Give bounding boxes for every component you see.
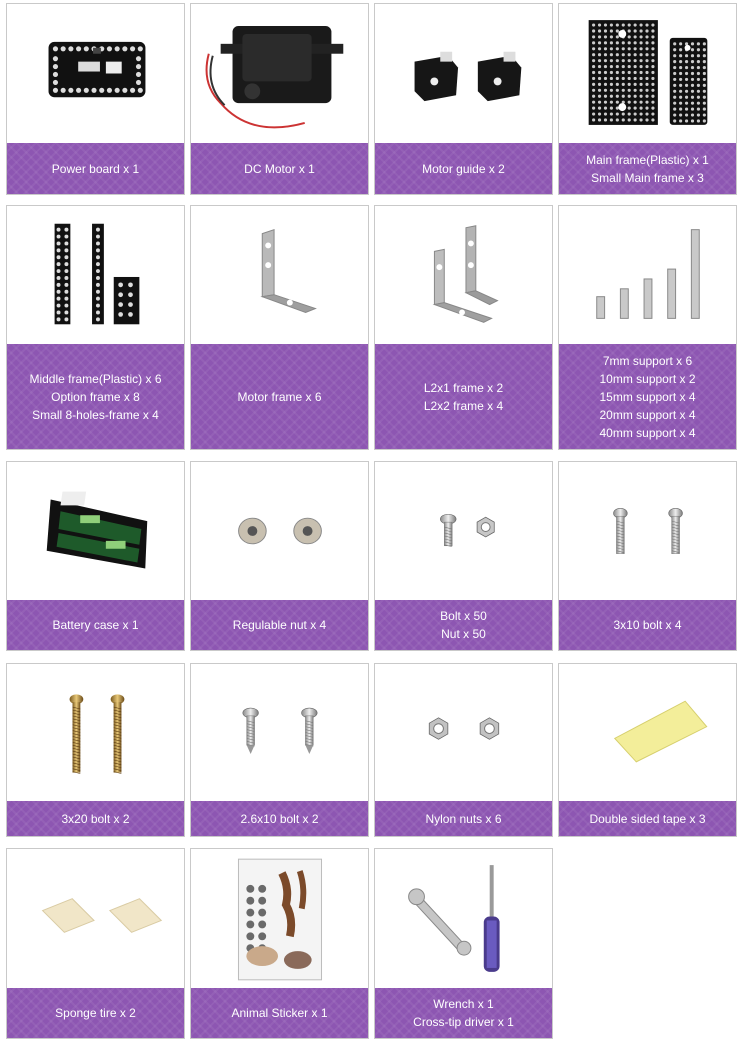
part-card-animal-sticker — [190, 848, 369, 1039]
part-caption-line: Nut x 50 — [441, 627, 486, 641]
part-card-nylon-nuts — [374, 663, 553, 837]
part-caption — [559, 600, 736, 650]
part-caption-line: Option frame x 8 — [51, 389, 140, 404]
regulable-nut-icon — [191, 462, 368, 600]
power-board-icon — [7, 4, 184, 143]
nylon-nut-icon — [375, 664, 552, 801]
bolt-3x10-icon — [559, 462, 736, 600]
part-caption — [191, 801, 368, 836]
part-caption — [559, 801, 736, 836]
part-caption — [375, 143, 552, 194]
part-caption — [7, 143, 184, 194]
part-caption — [191, 143, 368, 194]
part-caption — [375, 988, 552, 1038]
bolt-2-6x10-icon — [191, 664, 368, 801]
support-icon — [559, 206, 736, 344]
part-caption-line: L2x1 frame x 2 — [423, 380, 504, 395]
part-card-main-frame — [558, 3, 737, 195]
sticker-icon — [191, 849, 368, 988]
middle-frame-icon — [7, 206, 184, 344]
part-card-power-board — [6, 3, 185, 195]
part-caption-line: Animal Sticker x 1 — [231, 1006, 328, 1020]
part-caption-line: 7mm support x 6 — [602, 353, 693, 368]
part-card-bolt-3x20 — [6, 663, 185, 837]
part-caption-line: Nylon nuts x 6 — [425, 811, 502, 826]
part-card-double-sided-tape — [558, 663, 737, 837]
l-frame-icon — [375, 206, 552, 344]
part-card-motor-frame — [190, 205, 369, 450]
part-caption-line: Small Main frame x 3 — [591, 170, 704, 185]
motor-frame-icon — [191, 206, 368, 344]
part-caption-line: 15mm support x 4 — [599, 389, 696, 404]
part-card-dc-motor — [190, 3, 369, 195]
part-caption-line: Double sided tape x 3 — [589, 811, 706, 826]
motor-guide-icon — [375, 4, 552, 143]
wrench-driver-icon — [375, 849, 552, 988]
part-caption — [375, 344, 552, 449]
part-caption-line: 40mm support x 4 — [599, 425, 696, 440]
part-caption-line: Power board x 1 — [51, 161, 140, 176]
part-caption-line: Small 8-holes-frame x 4 — [32, 407, 159, 422]
part-caption-line: 3x20 bolt x 2 — [61, 811, 130, 826]
dc-motor-icon — [191, 4, 368, 143]
part-card-regulable-nut — [190, 461, 369, 651]
part-caption-line: Regulable nut x 4 — [232, 618, 327, 632]
part-caption — [191, 344, 368, 449]
part-card-bolt-nut — [374, 461, 553, 651]
part-caption-line: 10mm support x 2 — [599, 371, 696, 386]
tape-icon — [559, 664, 736, 801]
part-caption-line: Cross-tip driver x 1 — [413, 1015, 514, 1029]
part-caption — [7, 600, 184, 650]
part-caption-line: Bolt x 50 — [440, 609, 487, 623]
part-card-sponge-tire — [6, 848, 185, 1039]
part-caption-line: Sponge tire x 2 — [55, 1006, 136, 1020]
part-caption — [559, 143, 736, 194]
part-caption — [375, 600, 552, 650]
part-card-middle-frame — [6, 205, 185, 450]
sponge-icon — [7, 849, 184, 988]
part-caption-line: Middle frame(Plastic) x 6 — [29, 371, 162, 386]
part-caption-line: 20mm support x 4 — [599, 407, 696, 422]
part-card-battery-case — [6, 461, 185, 651]
part-caption — [191, 600, 368, 650]
part-caption — [7, 344, 184, 449]
part-caption — [559, 344, 736, 449]
part-caption-line: Motor frame x 6 — [237, 389, 322, 404]
part-card-bolt-2-6x10 — [190, 663, 369, 837]
part-caption-line: Wrench x 1 — [433, 997, 494, 1011]
part-caption-line: Battery case x 1 — [52, 618, 139, 632]
part-card-motor-guide — [374, 3, 553, 195]
part-caption-line: Motor guide x 2 — [422, 161, 505, 176]
part-card-l-frame — [374, 205, 553, 450]
part-caption-line: 2.6x10 bolt x 2 — [240, 811, 319, 826]
part-caption — [191, 988, 368, 1038]
main-frame-icon — [559, 4, 736, 143]
part-card-support — [558, 205, 737, 450]
part-caption — [7, 988, 184, 1038]
part-caption-line: L2x2 frame x 4 — [423, 398, 504, 413]
part-caption — [375, 801, 552, 836]
part-card-wrench-driver — [374, 848, 553, 1039]
bolt-nut-icon — [375, 462, 552, 600]
part-caption-line: Main frame(Plastic) x 1 — [586, 152, 709, 167]
part-caption-line: 3x10 bolt x 4 — [613, 618, 682, 632]
part-caption-line: DC Motor x 1 — [244, 161, 315, 176]
bolt-3x20-icon — [7, 664, 184, 801]
part-card-bolt-3x10 — [558, 461, 737, 651]
part-caption — [7, 801, 184, 836]
battery-case-icon — [7, 462, 184, 600]
